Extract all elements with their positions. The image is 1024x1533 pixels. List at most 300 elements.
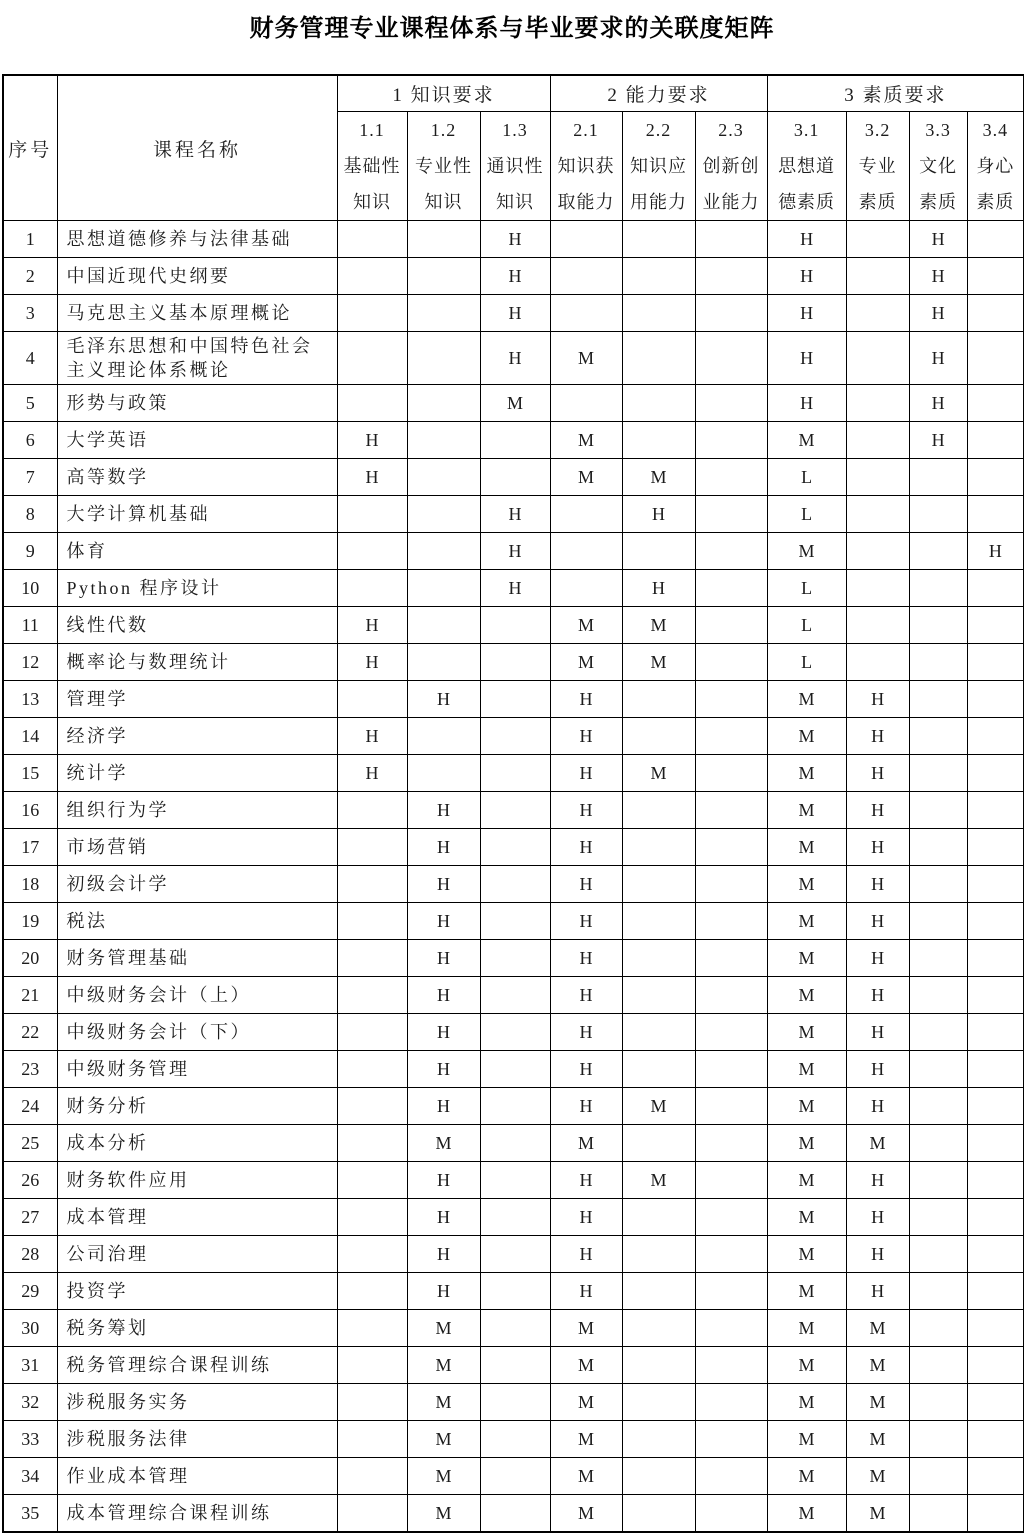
correlation-cell [695,1273,767,1310]
correlation-cell [846,533,909,570]
correlation-cell: H [550,755,622,792]
correlation-cell [480,459,550,496]
table-row [3,422,1024,459]
correlation-cell [967,1310,1024,1347]
course-name: 税务管理综合课程训练 [57,1347,337,1384]
correlation-cell [909,866,967,903]
correlation-cell: M [767,866,846,903]
correlation-cell [480,940,550,977]
correlation-cell [622,258,695,295]
correlation-cell: M [767,1051,846,1088]
correlation-cell: H [550,1236,622,1273]
table-row [3,1347,1024,1384]
correlation-cell: H [622,570,695,607]
subheader-line: 知识应 [630,156,688,176]
table-row [3,866,1024,903]
table-row [3,1421,1024,1458]
correlation-cell: H [480,533,550,570]
row-number: 23 [3,1051,57,1088]
course-name: 成本分析 [57,1125,337,1162]
row-number: 31 [3,1347,57,1384]
correlation-cell: L [767,644,846,681]
correlation-cell: H [407,940,480,977]
correlation-cell: H [550,866,622,903]
correlation-cell [622,221,695,258]
header-group-row [3,75,1024,112]
correlation-matrix-table [2,74,1024,1533]
row-number: 19 [3,903,57,940]
row-number: 5 [3,385,57,422]
correlation-cell: H [480,258,550,295]
correlation-cell [846,644,909,681]
course-name: 中国近现代史纲要 [57,258,337,295]
correlation-cell: H [909,258,967,295]
correlation-cell [550,221,622,258]
correlation-cell: M [767,1014,846,1051]
correlation-cell: M [767,1125,846,1162]
correlation-cell [337,1421,407,1458]
correlation-cell: H [550,1014,622,1051]
row-number: 11 [3,607,57,644]
correlation-cell [695,940,767,977]
correlation-cell [695,1051,767,1088]
correlation-cell [480,1162,550,1199]
correlation-cell [622,332,695,385]
correlation-cell [909,1199,967,1236]
correlation-cell [480,1347,550,1384]
correlation-cell [909,755,967,792]
course-name: 高等数学 [57,459,337,496]
correlation-cell [480,1273,550,1310]
table-row [3,533,1024,570]
course-name: 大学英语 [57,422,337,459]
correlation-cell [909,977,967,1014]
subheader-line: 文化 [919,156,958,176]
correlation-cell [909,1273,967,1310]
correlation-cell: M [846,1458,909,1495]
correlation-cell: H [480,496,550,533]
correlation-cell: H [622,496,695,533]
header-group-ability: 2 能力要求 [550,75,767,112]
correlation-cell: H [480,570,550,607]
correlation-cell [909,1310,967,1347]
correlation-cell: M [622,1088,695,1125]
correlation-cell [695,422,767,459]
course-name: 经济学 [57,718,337,755]
correlation-cell [407,644,480,681]
correlation-cell: H [846,866,909,903]
course-name: 统计学 [57,755,337,792]
table-row [3,940,1024,977]
course-name: 财务分析 [57,1088,337,1125]
correlation-cell [909,1125,967,1162]
course-name: 管理学 [57,681,337,718]
correlation-cell [846,332,909,385]
correlation-cell [846,295,909,332]
subheader-line: 知识获 [557,156,615,176]
course-name: 马克思主义基本原理概论 [57,295,337,332]
row-number: 20 [3,940,57,977]
correlation-cell: M [550,1495,622,1533]
correlation-cell [695,903,767,940]
correlation-cell: H [967,533,1024,570]
correlation-cell [967,385,1024,422]
correlation-cell: M [407,1310,480,1347]
correlation-cell [967,1458,1024,1495]
row-number: 8 [3,496,57,533]
correlation-cell: M [846,1125,909,1162]
correlation-cell [622,681,695,718]
table-row [3,644,1024,681]
correlation-cell [695,221,767,258]
correlation-cell: M [550,644,622,681]
correlation-cell [909,1421,967,1458]
correlation-cell: M [767,1495,846,1533]
course-name: 大学计算机基础 [57,496,337,533]
subheader-line: 基础性 [343,156,401,176]
correlation-cell: H [846,718,909,755]
subheader-line: 3.1 [793,120,820,140]
correlation-cell [695,496,767,533]
row-number: 30 [3,1310,57,1347]
correlation-cell: H [846,1014,909,1051]
correlation-cell [967,755,1024,792]
table-row [3,332,1024,385]
correlation-cell: M [550,607,622,644]
correlation-cell [695,1162,767,1199]
row-number: 26 [3,1162,57,1199]
table-row [3,258,1024,295]
row-number: 35 [3,1495,57,1533]
table-row [3,755,1024,792]
correlation-cell: H [480,332,550,385]
correlation-cell [622,866,695,903]
correlation-cell: H [407,792,480,829]
subheader-line: 2.1 [573,120,599,140]
correlation-cell [622,792,695,829]
table-row [3,1162,1024,1199]
correlation-cell [337,1273,407,1310]
correlation-cell [909,496,967,533]
correlation-cell [480,866,550,903]
correlation-cell [967,977,1024,1014]
row-number: 2 [3,258,57,295]
correlation-cell: H [550,1273,622,1310]
correlation-cell: H [550,1051,622,1088]
correlation-cell [967,866,1024,903]
correlation-cell [695,258,767,295]
subheader-line: 通识性 [486,156,544,176]
correlation-cell: H [846,903,909,940]
correlation-cell: H [767,258,846,295]
correlation-cell [337,829,407,866]
correlation-cell: H [337,718,407,755]
correlation-cell: H [909,385,967,422]
subheader-line: 3.2 [864,120,891,140]
correlation-cell [622,903,695,940]
correlation-cell [909,570,967,607]
correlation-cell [622,385,695,422]
correlation-cell [909,459,967,496]
correlation-cell [909,1458,967,1495]
correlation-cell: M [550,1421,622,1458]
course-name: 中级财务管理 [57,1051,337,1088]
correlation-cell: H [909,422,967,459]
course-name: 中级财务会计（上） [57,977,337,1014]
correlation-cell: M [622,1162,695,1199]
correlation-cell: M [767,1273,846,1310]
table-row [3,1014,1024,1051]
correlation-cell: H [767,295,846,332]
table-row [3,1310,1024,1347]
correlation-cell [967,1088,1024,1125]
row-number: 32 [3,1384,57,1421]
correlation-cell: M [767,1162,846,1199]
correlation-cell: M [846,1495,909,1533]
correlation-cell [909,940,967,977]
correlation-cell [480,1421,550,1458]
correlation-cell [967,1051,1024,1088]
correlation-cell [909,792,967,829]
correlation-cell [480,607,550,644]
correlation-cell [967,1014,1024,1051]
correlation-cell: H [337,459,407,496]
correlation-cell [695,570,767,607]
correlation-cell: M [767,1236,846,1273]
correlation-cell: H [550,1162,622,1199]
table-row [3,718,1024,755]
correlation-cell [407,295,480,332]
correlation-cell [550,570,622,607]
subheader-line: 素质 [976,192,1015,212]
correlation-cell [480,829,550,866]
correlation-cell: H [846,940,909,977]
table-row [3,1125,1024,1162]
correlation-cell [622,1051,695,1088]
correlation-cell [407,385,480,422]
correlation-cell [695,1384,767,1421]
correlation-cell: M [767,681,846,718]
correlation-cell [846,570,909,607]
correlation-cell [622,1125,695,1162]
correlation-cell [909,1347,967,1384]
correlation-cell [622,1495,695,1533]
correlation-cell [337,1347,407,1384]
row-number: 12 [3,644,57,681]
table-row [3,792,1024,829]
correlation-cell [967,903,1024,940]
correlation-cell: H [407,681,480,718]
correlation-cell: M [846,1384,909,1421]
course-name: Python 程序设计 [57,570,337,607]
correlation-cell: M [767,755,846,792]
correlation-cell [909,1236,967,1273]
correlation-cell [695,681,767,718]
subheader-line: 思想道 [778,156,836,176]
correlation-cell: H [909,221,967,258]
table-row [3,1051,1024,1088]
correlation-cell [909,718,967,755]
subheader-line: 3.3 [925,120,951,140]
correlation-cell: H [407,829,480,866]
correlation-cell [480,1088,550,1125]
correlation-cell [337,681,407,718]
correlation-cell [622,1236,695,1273]
subheader-line: 2.2 [645,120,672,140]
correlation-cell [337,295,407,332]
correlation-cell [909,1384,967,1421]
correlation-cell [480,422,550,459]
correlation-cell [846,221,909,258]
correlation-cell: H [550,1088,622,1125]
course-name: 形势与政策 [57,385,337,422]
subheader-line: 3.4 [982,120,1009,140]
correlation-cell: H [337,644,407,681]
correlation-cell [337,332,407,385]
correlation-cell [967,1273,1024,1310]
correlation-cell [337,1458,407,1495]
correlation-cell [480,681,550,718]
correlation-cell: H [407,903,480,940]
row-number: 22 [3,1014,57,1051]
table-row [3,496,1024,533]
table-row [3,295,1024,332]
correlation-cell: M [550,1310,622,1347]
correlation-cell: H [846,977,909,1014]
correlation-cell: H [407,977,480,1014]
table-row [3,607,1024,644]
correlation-cell: H [846,829,909,866]
row-number: 14 [3,718,57,755]
correlation-cell [337,1236,407,1273]
correlation-cell: M [767,1384,846,1421]
row-number: 34 [3,1458,57,1495]
correlation-cell [407,607,480,644]
correlation-cell [337,1384,407,1421]
correlation-cell [967,1384,1024,1421]
table-row [3,1384,1024,1421]
correlation-cell [337,792,407,829]
correlation-cell [480,1199,550,1236]
course-name: 成本管理综合课程训练 [57,1495,337,1533]
table-row [3,221,1024,258]
correlation-cell: H [407,1236,480,1273]
subheader-col-3.4 [967,112,1024,221]
correlation-cell: M [846,1347,909,1384]
correlation-cell [967,332,1024,385]
table-row [3,903,1024,940]
table-row [3,829,1024,866]
correlation-cell [967,1199,1024,1236]
subheader-line: 创新创 [702,156,760,176]
header-group-quality: 3 素质要求 [767,75,1024,112]
correlation-cell [695,1088,767,1125]
correlation-cell [967,644,1024,681]
correlation-cell [480,718,550,755]
row-number: 33 [3,1421,57,1458]
correlation-cell [909,1088,967,1125]
correlation-cell [967,422,1024,459]
row-number: 6 [3,422,57,459]
correlation-cell: H [909,332,967,385]
correlation-cell [337,1088,407,1125]
correlation-cell [846,258,909,295]
correlation-cell: H [407,1014,480,1051]
course-name: 税法 [57,903,337,940]
subheader-line: 知识 [496,192,535,212]
correlation-cell: H [550,1199,622,1236]
correlation-cell: M [767,940,846,977]
correlation-cell [407,755,480,792]
correlation-cell: H [337,607,407,644]
correlation-cell [909,681,967,718]
correlation-cell [967,681,1024,718]
correlation-cell [622,1199,695,1236]
correlation-cell [695,829,767,866]
correlation-cell [407,459,480,496]
correlation-cell: H [846,681,909,718]
table-row [3,1495,1024,1533]
correlation-cell [695,332,767,385]
correlation-cell [967,940,1024,977]
correlation-cell: H [550,977,622,1014]
correlation-cell [337,1199,407,1236]
subheader-col-3.1 [767,112,846,221]
correlation-cell [622,829,695,866]
row-number: 24 [3,1088,57,1125]
subheader-col-2.1 [550,112,622,221]
correlation-cell: M [767,1199,846,1236]
correlation-cell [695,459,767,496]
correlation-cell [407,496,480,533]
row-number: 25 [3,1125,57,1162]
table-row [3,459,1024,496]
correlation-cell [967,570,1024,607]
subheader-col-1.3 [480,112,550,221]
subheader-line: 身心 [976,156,1015,176]
correlation-cell: M [767,829,846,866]
table-row [3,977,1024,1014]
table-row [3,1458,1024,1495]
correlation-cell: M [407,1125,480,1162]
correlation-cell [622,940,695,977]
correlation-cell [622,1384,695,1421]
correlation-cell [967,496,1024,533]
subheader-line: 业能力 [702,192,760,212]
correlation-cell [407,258,480,295]
correlation-cell [967,1421,1024,1458]
row-number: 1 [3,221,57,258]
correlation-cell [695,1495,767,1533]
correlation-cell [909,1014,967,1051]
correlation-cell [407,533,480,570]
correlation-cell [480,792,550,829]
correlation-cell [909,533,967,570]
correlation-cell: M [767,1458,846,1495]
row-number: 18 [3,866,57,903]
correlation-cell [967,459,1024,496]
correlation-cell: M [407,1458,480,1495]
correlation-cell [695,1199,767,1236]
correlation-cell: H [846,1162,909,1199]
row-number: 21 [3,977,57,1014]
page-title: 财务管理专业课程体系与毕业要求的关联度矩阵 [249,15,775,42]
correlation-cell: M [550,422,622,459]
correlation-cell: H [846,1273,909,1310]
header-course-name: 课程名称 [57,75,337,221]
header-seq-number: 序号 [3,75,57,221]
correlation-cell [407,422,480,459]
